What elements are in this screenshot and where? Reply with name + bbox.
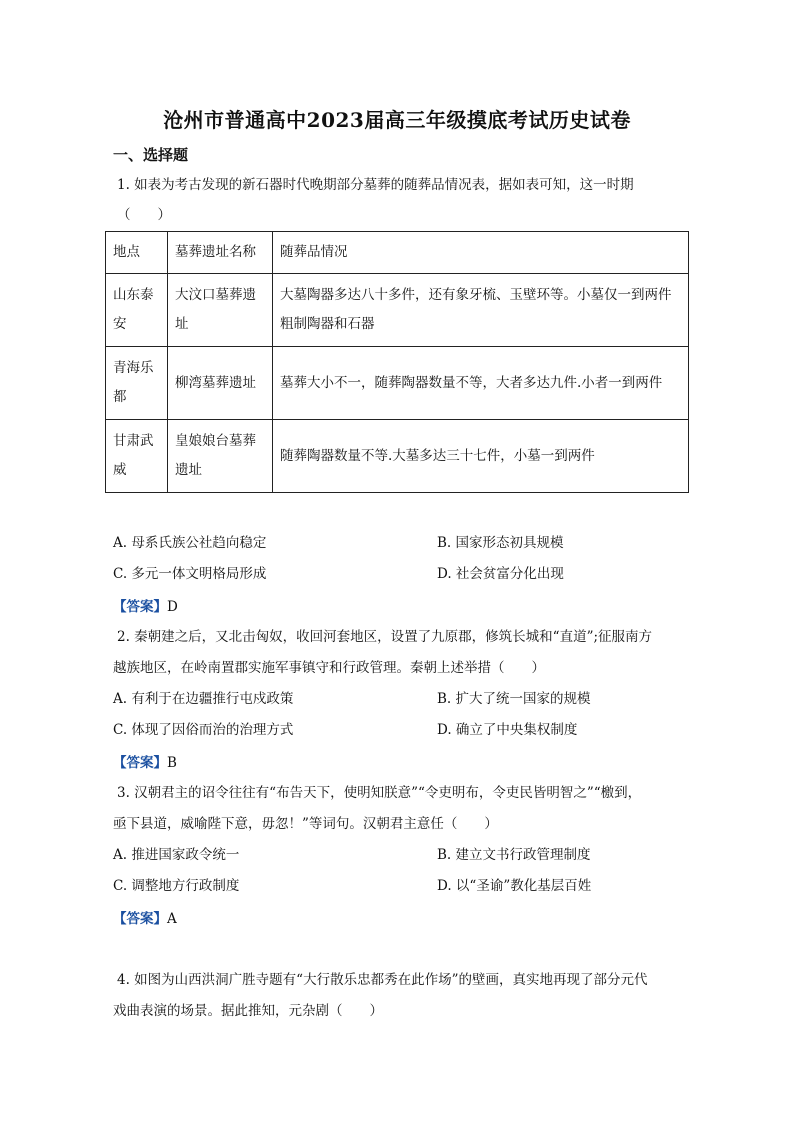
q3-stem-line2: 亟下县道，威喻陛下意，毋忽！”等词句。汉朝君主意任（ ）: [113, 816, 498, 832]
q2-option-c: C. 体现了因俗而治的治理方式: [113, 722, 294, 738]
table-header-row: [106, 232, 689, 274]
table-row: [106, 420, 689, 493]
q3-answer: [113, 907, 177, 927]
q3-option-d: D. 以“圣谕”教化基层百姓: [437, 878, 592, 894]
q2-option-d: D. 确立了中央集权制度: [437, 722, 578, 738]
section-heading: 一、选择题: [113, 146, 189, 164]
table-cell-place: 山东泰安: [106, 274, 168, 347]
table-cell-items: 墓葬大小不一，随葬陶器数量不等，大者多达九件.小者一到两件: [273, 347, 689, 420]
q2-option-a: A. 有利于在边疆推行屯戍政策: [113, 691, 294, 707]
table-header-cell: 地点: [106, 232, 168, 274]
q4-stem-line2: 戏曲表演的场景。据此推知，元杂剧（ ）: [113, 1003, 383, 1019]
table-cell-items: 随葬陶器数量不等.大墓多达三十七件，小墓一到两件: [273, 420, 689, 493]
table-cell-site: 皇娘娘台墓葬遗址: [168, 420, 273, 493]
q1-stem-line2: （ ）: [117, 207, 171, 223]
q3-option-a: A. 推进国家政令统一: [113, 847, 240, 863]
answer-tag: 【答案】: [113, 911, 167, 927]
q1-table: [105, 231, 689, 493]
q1-option-c: C. 多元一体文明格局形成: [113, 566, 267, 582]
q1-option-b: B. 国家形态初具规模: [437, 535, 564, 551]
q4-stem-line1: 4. 如图为山西洪洞广胜寺题有“大行散乐忠都秀在此作场”的壁画，真实地再现了部分元代: [117, 972, 648, 988]
answer-value: A: [167, 911, 177, 927]
page-title: 沧州市普通高中2023届高三年级摸底考试历史试卷: [163, 108, 631, 132]
answer-value: B: [167, 755, 177, 771]
table-row: [106, 274, 689, 347]
table-cell-place: 青海乐都: [106, 347, 168, 420]
q2-stem-line2: 越族地区，在岭南置郡实施军事镇守和行政管理。秦朝上述举措（ ）: [113, 660, 545, 676]
answer-tag: 【答案】: [113, 599, 167, 615]
table-header-cell: 墓葬遗址名称: [168, 232, 273, 274]
q1-stem-line1: 1. 如表为考古发现的新石器时代晚期部分墓葬的随葬品情况表，据如表可知，这一时期: [117, 177, 634, 193]
table-cell-site: 柳湾墓葬遗址: [168, 347, 273, 420]
answer-tag: 【答案】: [113, 755, 167, 771]
q1-answer: [113, 595, 178, 615]
table-header-cell: 随葬品情况: [273, 232, 689, 274]
q2-answer: [113, 751, 177, 771]
q3-stem-line1: 3. 汉朝君主的诏令往往有“布告天下，使明知朕意”“令吏明布，令吏民皆明智之”“檄到，: [117, 785, 642, 801]
table-cell-site: 大汶口墓葬遗址: [168, 274, 273, 347]
table-cell-place: 甘肃武威: [106, 420, 168, 493]
table-row: [106, 347, 689, 420]
q3-option-c: C. 调整地方行政制度: [113, 878, 240, 894]
answer-value: D: [167, 599, 178, 615]
q3-option-b: B. 建立文书行政管理制度: [437, 847, 591, 863]
q2-stem-line1: 2. 秦朝建之后，又北击匈奴，收回河套地区，设置了九原郡，修筑长城和“直道”;征服南方: [117, 629, 653, 645]
table-cell-items: 大墓陶器多达八十多件，还有象牙梳、玉壁环等。小墓仅一到两件粗制陶器和石器: [273, 274, 689, 347]
q1-option-d: D. 社会贫富分化出现: [437, 566, 564, 582]
q2-option-b: B. 扩大了统一国家的规模: [437, 691, 591, 707]
q1-option-a: A. 母系氏族公社趋向稳定: [113, 535, 267, 551]
